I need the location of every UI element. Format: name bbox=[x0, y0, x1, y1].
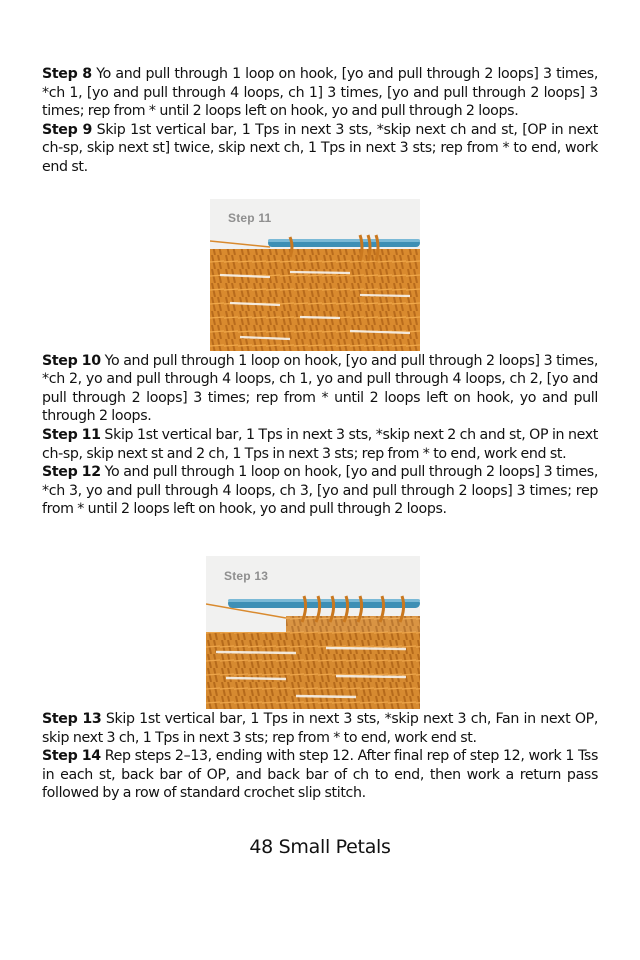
step-label: Step 10 bbox=[42, 352, 101, 369]
step-text: Skip 1st vertical bar, 1 Tps in next 3 sts, *skip next 3 ch, Fan in next OP, skip next 3 ch, 1 Tps in next 3 sts; rep from * to end, work end st. bbox=[42, 710, 598, 746]
step-10-paragraph bbox=[42, 352, 598, 426]
step-11-paragraph bbox=[42, 426, 598, 463]
step-label: Step 11 bbox=[42, 426, 101, 443]
step-13-paragraph bbox=[42, 710, 598, 747]
figure-caption: Step 13 bbox=[224, 568, 269, 583]
step-text: Yo and pull through 1 loop on hook, [yo and pull through 2 loops] 3 times, *ch 3, yo and pull through 4 loops, ch 3, [yo and pull through 2 loops] 3 times; rep from * until 2 loops left on hook, yo and pull through 2 loops. bbox=[42, 464, 598, 518]
step-label: Step 13 bbox=[42, 710, 102, 727]
step-label: Step 14 bbox=[42, 748, 101, 765]
step-13-photo bbox=[206, 556, 420, 709]
figure-caption: Step 11 bbox=[228, 210, 272, 225]
step-label: Step 12 bbox=[42, 464, 101, 481]
step-label: Step 8 bbox=[42, 66, 92, 82]
step-text: Rep steps 2–13, ending with step 12. After final rep of step 12, work 1 Tss in each st, back bar of OP, and back bar of ch to end, then work a return pass followed by a row of standard crochet slip stitch. bbox=[42, 748, 598, 802]
step-text: Yo and pull through 1 loop on hook, [yo and pull through 2 loops] 3 times, *ch 1, [yo and pull through 4 loops, ch 1] 3 times, [yo and pull through 2 loops] 3 times; rep from * until 2 loops left on hook, yo and pull through 2 loops. bbox=[42, 66, 598, 120]
step-14-paragraph bbox=[42, 747, 598, 803]
step-text: Skip 1st vertical bar, 1 Tps in next 3 sts, *skip next ch and st, [OP in next ch-sp, skip next st] twice, skip next ch, 1 Tps in next 3 sts; rep from * to end, work end st. bbox=[42, 121, 598, 175]
step-text: Skip 1st vertical bar, 1 Tps in next 3 sts, *skip next 2 ch and st, OP in next ch-sp, skip next st and 2 ch, 1 Tps in next 3 sts; rep from * to end, work end st. bbox=[42, 426, 598, 462]
step-11-photo bbox=[210, 199, 420, 351]
document-page bbox=[42, 65, 598, 803]
step-label: Step 9 bbox=[42, 121, 92, 138]
step-9-paragraph bbox=[42, 121, 598, 177]
page-footer-title: 48 Small Petals bbox=[249, 836, 391, 858]
step-8-paragraph bbox=[42, 65, 598, 121]
step-12-paragraph bbox=[42, 463, 598, 519]
step-text: Yo and pull through 1 loop on hook, [yo and pull through 2 loops] 3 times, *ch 2, yo and pull through 4 loops, ch 1, yo and pull through 4 loops, ch 2, [yo and pull through 2 loops] 3 times; rep from * until 2 loops left on hook, yo and pull through 2 loops. bbox=[42, 352, 598, 425]
